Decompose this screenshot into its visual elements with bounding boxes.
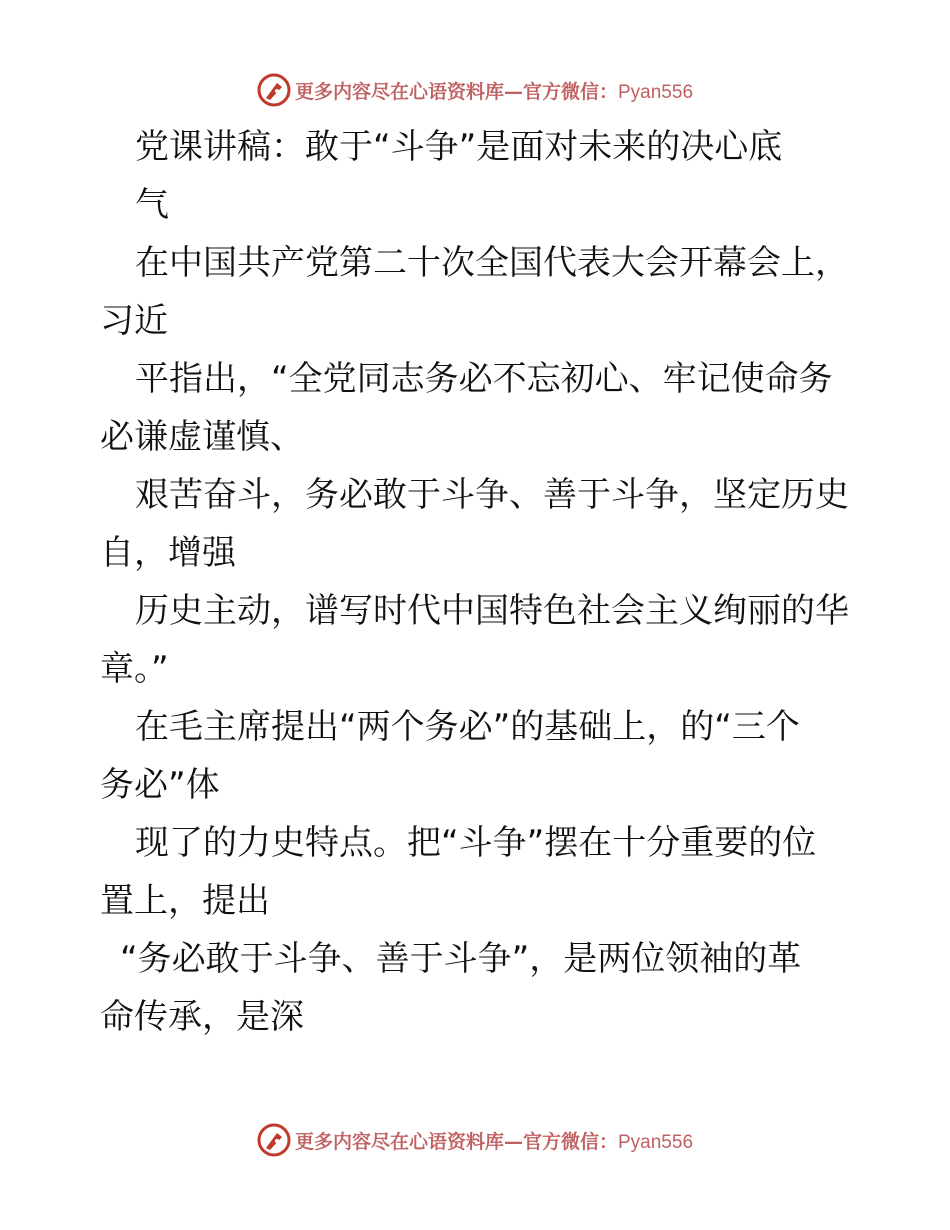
text-line: 命传承，是深 [100,997,304,1037]
text-line: 自，增强 [100,533,236,573]
text-line: 章。” [100,649,169,689]
text-line: 置上，提出 [100,881,270,921]
pen-nib-logo-icon [257,1123,291,1157]
title-line-1: 党课讲稿：敢于“斗争”是面对未来的决心底 [135,127,783,167]
text-line: 在毛主席提出“两个务必”的基础上，的“三个 [135,707,800,747]
text-line: 习近 [100,301,168,341]
banner-text: 更多内容尽在心语资料库—官方微信：Pyan556 [294,80,694,103]
wechat-handle: Pyan556 [618,1131,694,1153]
banner-text: 更多内容尽在心语资料库—官方微信：Pyan556 [294,1130,694,1153]
text-line: 艰苦奋斗，务必敢于斗争、善于斗争，坚定历史 [135,475,849,515]
title-line-2: 气 [135,185,169,225]
pen-nib-logo-icon [257,73,291,107]
text-line: 必谦虚谨慎、 [100,417,304,457]
text-line: 在中国共产党第二十次全国代表大会开幕会上， [135,243,849,283]
text-line: 平指出，“全党同志务必不忘初心、牢记使命务 [135,359,833,399]
text-line: “务必敢于斗争、善于斗争”，是两位领袖的革 [120,939,802,979]
text-line: 现了的力史特点。把“斗争”摆在十分重要的位 [135,823,817,863]
footer-banner [0,1120,950,1160]
header-banner [0,70,950,110]
wechat-handle: Pyan556 [618,81,694,103]
text-line: 历史主动，谱写时代中国特色社会主义绚丽的华 [135,591,849,631]
text-line: 务必”体 [100,765,220,805]
